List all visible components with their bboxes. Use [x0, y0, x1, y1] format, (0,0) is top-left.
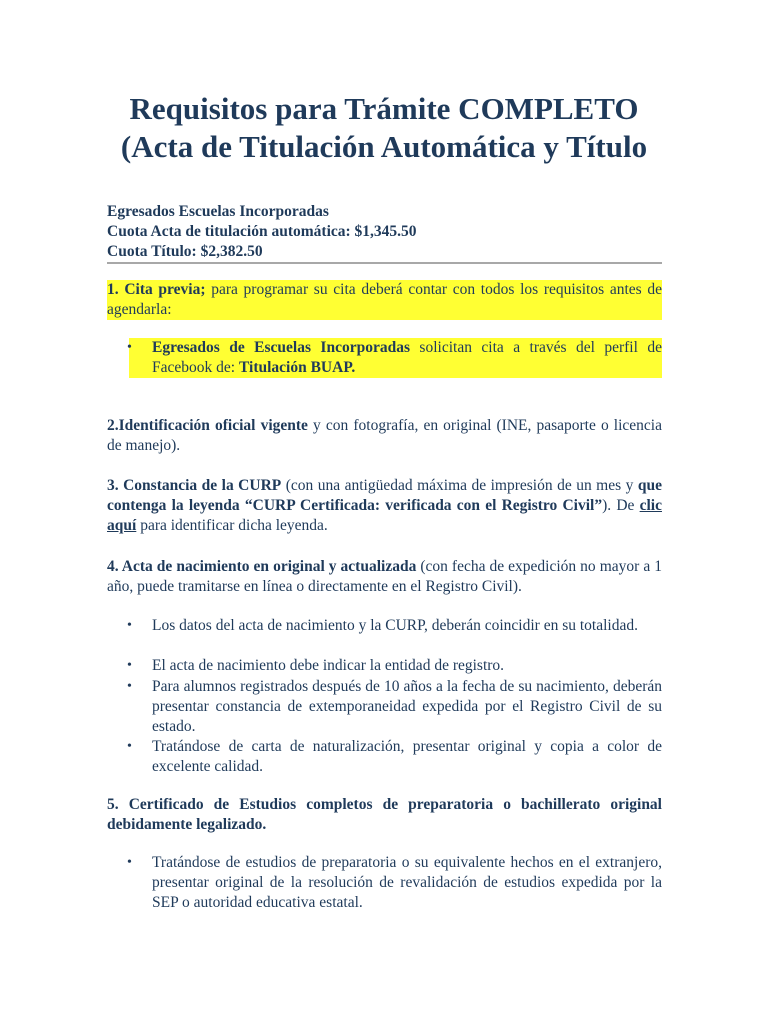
req4-bullet-1: Los datos del acta de nacimiento y la CURP, deberán coincidir en su totalidad. [152, 617, 638, 634]
fee-acta: Cuota Acta de titulación automática: $1,345.50 [107, 223, 417, 240]
req3-bold2: que contenga la leyenda “CURP Certificada: verificada con el Registro Civil” [107, 477, 662, 514]
page-title [0, 90, 768, 166]
req1-heading: 1. Cita previa; [107, 281, 206, 298]
fee-titulo: Cuota Título: $2,382.50 [107, 243, 263, 260]
fees-block [107, 202, 662, 262]
req2-heading: 2.Identificación oficial vigente [107, 417, 308, 434]
requirement-1 [107, 280, 662, 320]
bullet-icon: • [127, 340, 132, 355]
req4-text: (con fecha de expedición no mayor a 1 año, puede tramitarse en línea o directamente en el Registro Civil). [107, 558, 662, 595]
list-item [129, 656, 662, 676]
req2-text: y con fotografía, en original (INE, pasaporte o licencia de manejo). [107, 417, 662, 454]
requirement-2 [107, 416, 662, 456]
req4-bullet-4: Tratándose de carta de naturalización, presentar original y copia a color de excelente calidad. [152, 738, 662, 775]
divider [107, 262, 662, 264]
req5-heading: 5. Certificado de Estudios completos de preparatoria o bachillerato original debidamente legalizado. [107, 796, 662, 833]
req3-heading: 3. Constancia de la CURP [107, 477, 282, 494]
req3-text1: (con una antigüedad máxima de impresión de un mes y [281, 477, 638, 494]
requirement-4 [107, 557, 662, 597]
req3-text2: ). De [602, 497, 640, 514]
req1-bullet-bold2: Titulación BUAP. [238, 359, 356, 376]
list-item [129, 737, 662, 777]
req3-text3: para identificar dicha leyenda. [136, 517, 328, 534]
bullet-icon: • [127, 618, 132, 633]
clic-aqui-link[interactable]: clic aquí [107, 497, 662, 534]
req1-bullet [129, 338, 662, 378]
requirement-5 [107, 795, 662, 835]
bullet-icon: • [127, 658, 132, 673]
fees-group: Egresados Escuelas Incorporadas [107, 203, 329, 220]
req1-text: para programar su cita deberá contar con todos los requisitos antes de agendarla: [107, 281, 663, 318]
req1-bullet-text: solicitan cita a través del perfil de Facebook de: [152, 339, 662, 376]
title-line-2: (Acta de Titulación Automática y Título [120, 129, 648, 164]
req5-bullet-1: Tratándose de estudios de preparatoria o su equivalente hechos en el extranjero, presentar original de la resolución de revalidación de estudios expedida por la SEP o autoridad educativa estatal. [152, 854, 662, 911]
req4-bullet-3: Para alumnos registrados después de 10 años a la fecha de su nacimiento, deberán presentar constancia de extemporaneidad expedida por el Registro Civil de su estado. [152, 678, 662, 735]
req1-bullet-bold: Egresados de Escuelas Incorporadas [152, 339, 410, 356]
req4-heading: 4. Acta de nacimiento en original y actualizada [107, 558, 417, 575]
list-item [129, 616, 662, 636]
list-item [129, 853, 662, 913]
bullet-icon: • [127, 739, 132, 754]
list-item [129, 677, 662, 737]
bullet-icon: • [127, 679, 132, 694]
requirement-3 [107, 476, 662, 536]
bullet-icon: • [127, 855, 132, 870]
req4-bullet-2: El acta de nacimiento debe indicar la entidad de registro. [152, 657, 505, 674]
title-line-1: Requisitos para Trámite COMPLETO [129, 91, 639, 126]
